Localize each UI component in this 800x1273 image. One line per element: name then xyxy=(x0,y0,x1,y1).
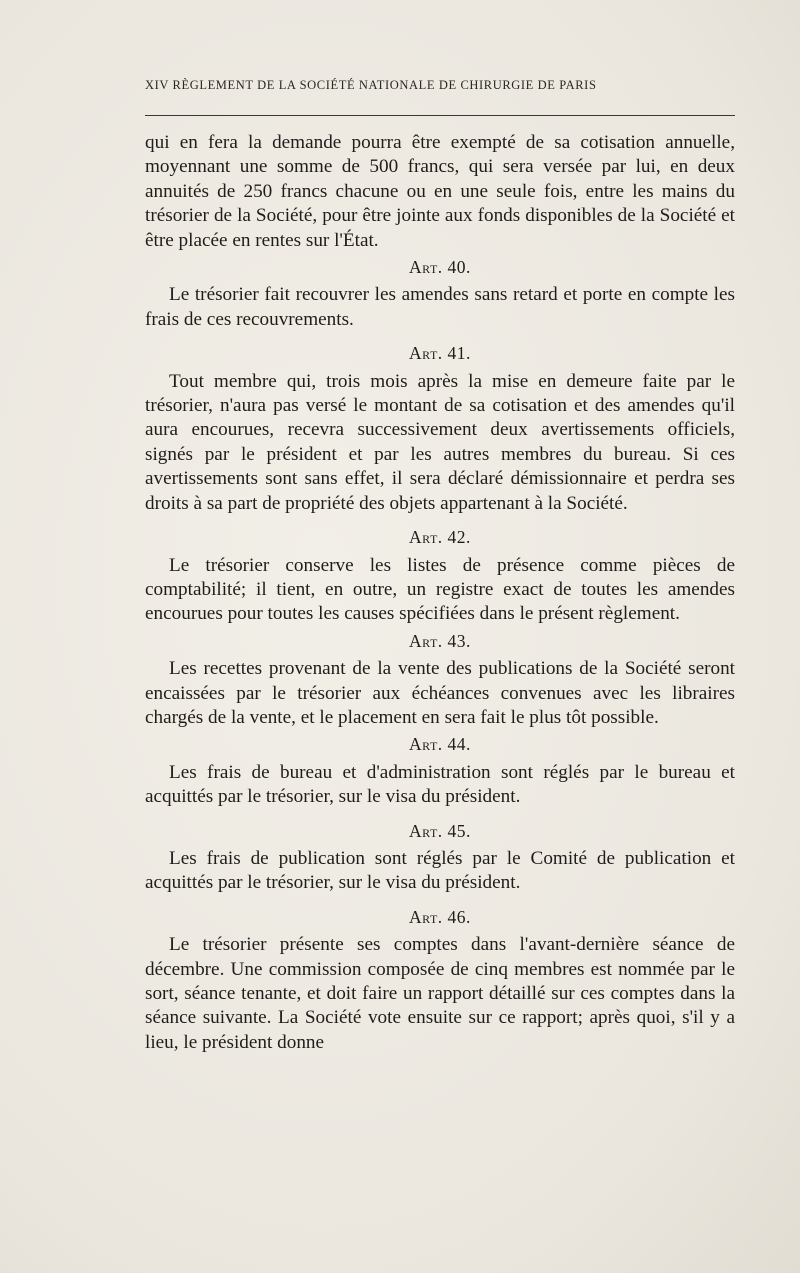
header-rule xyxy=(145,115,735,116)
page-number: XIV xyxy=(145,78,169,92)
body-text xyxy=(145,131,735,1055)
article-paragraph: Le trésorier présente ses comptes dans l'avant-dernière séance de décembre. Une commission composée de cinq membres est nommée par le sort, séance tenante, et doit faire un rapport détaillé sur ces comptes dans la séance suivante. La Société vote ensuite sur ce rapport; après quoi, s'il y a lieu, le président donne xyxy=(145,934,735,1053)
article-heading: Art. 44. xyxy=(409,734,471,755)
article-paragraph: Le trésorier conserve les listes de présence comme pièces de comptabilité; il tient, en outre, un registre exact de toutes les amendes encourues pour toutes les causes spécifiées dans le présent règlement. xyxy=(145,554,735,625)
article-paragraph: Le trésorier fait recouvrer les amendes sans retard et porte en compte les frais de ces recouvrements. xyxy=(145,284,735,330)
running-title: RÈGLEMENT DE LA SOCIÉTÉ NATIONALE DE CHIRURGIE DE PARIS xyxy=(172,78,597,92)
article-heading: Art. 42. xyxy=(409,527,471,548)
running-header xyxy=(145,78,735,93)
article-paragraph: Les frais de bureau et d'administration sont réglés par le bureau et acquittés par le trésorier, sur le visa du président. xyxy=(145,761,735,808)
article-paragraph: Les recettes provenant de la vente des publications de la Société seront encaissées par le trésorier aux échéances convenues avec les libraires chargés de la vente, et le placement en sera fait le plus tôt possible. xyxy=(145,658,735,728)
article-paragraph: Les frais de publication sont réglés par le Comité de publication et acquittés par le trésorier, sur le visa du président. xyxy=(145,847,735,894)
continuation-paragraph: qui en fera la demande pourra être exempté de sa cotisation annuelle, moyennant une somme de 500 francs, qui sera versée par lui, en deux annuités de 250 francs chacune ou en une seule fois, entre les mains du trésorier de la Société, pour être jointe aux fonds disponibles de la Société et être placée en rentes sur l'État. xyxy=(145,132,735,251)
article-heading: Art. 43. xyxy=(409,630,471,651)
article-heading: Art. 40. xyxy=(409,257,471,278)
article-heading: Art. 45. xyxy=(409,820,471,841)
article-heading: Art. 41. xyxy=(409,343,471,364)
article-heading: Art. 46. xyxy=(409,906,471,927)
article-paragraph: Tout membre qui, trois mois après la mise en demeure faite par le trésorier, n'aura pas versé le montant de sa cotisation et des amendes qu'il aura encourues, recevra successivement deux avertissements officiels, signés par le président et par les autres membres du bureau. Si ces avertissements sont sans effet, il sera déclaré démissionnaire et perdra ses droits à sa part de propriété des objets appartenant à la Société. xyxy=(145,370,735,514)
